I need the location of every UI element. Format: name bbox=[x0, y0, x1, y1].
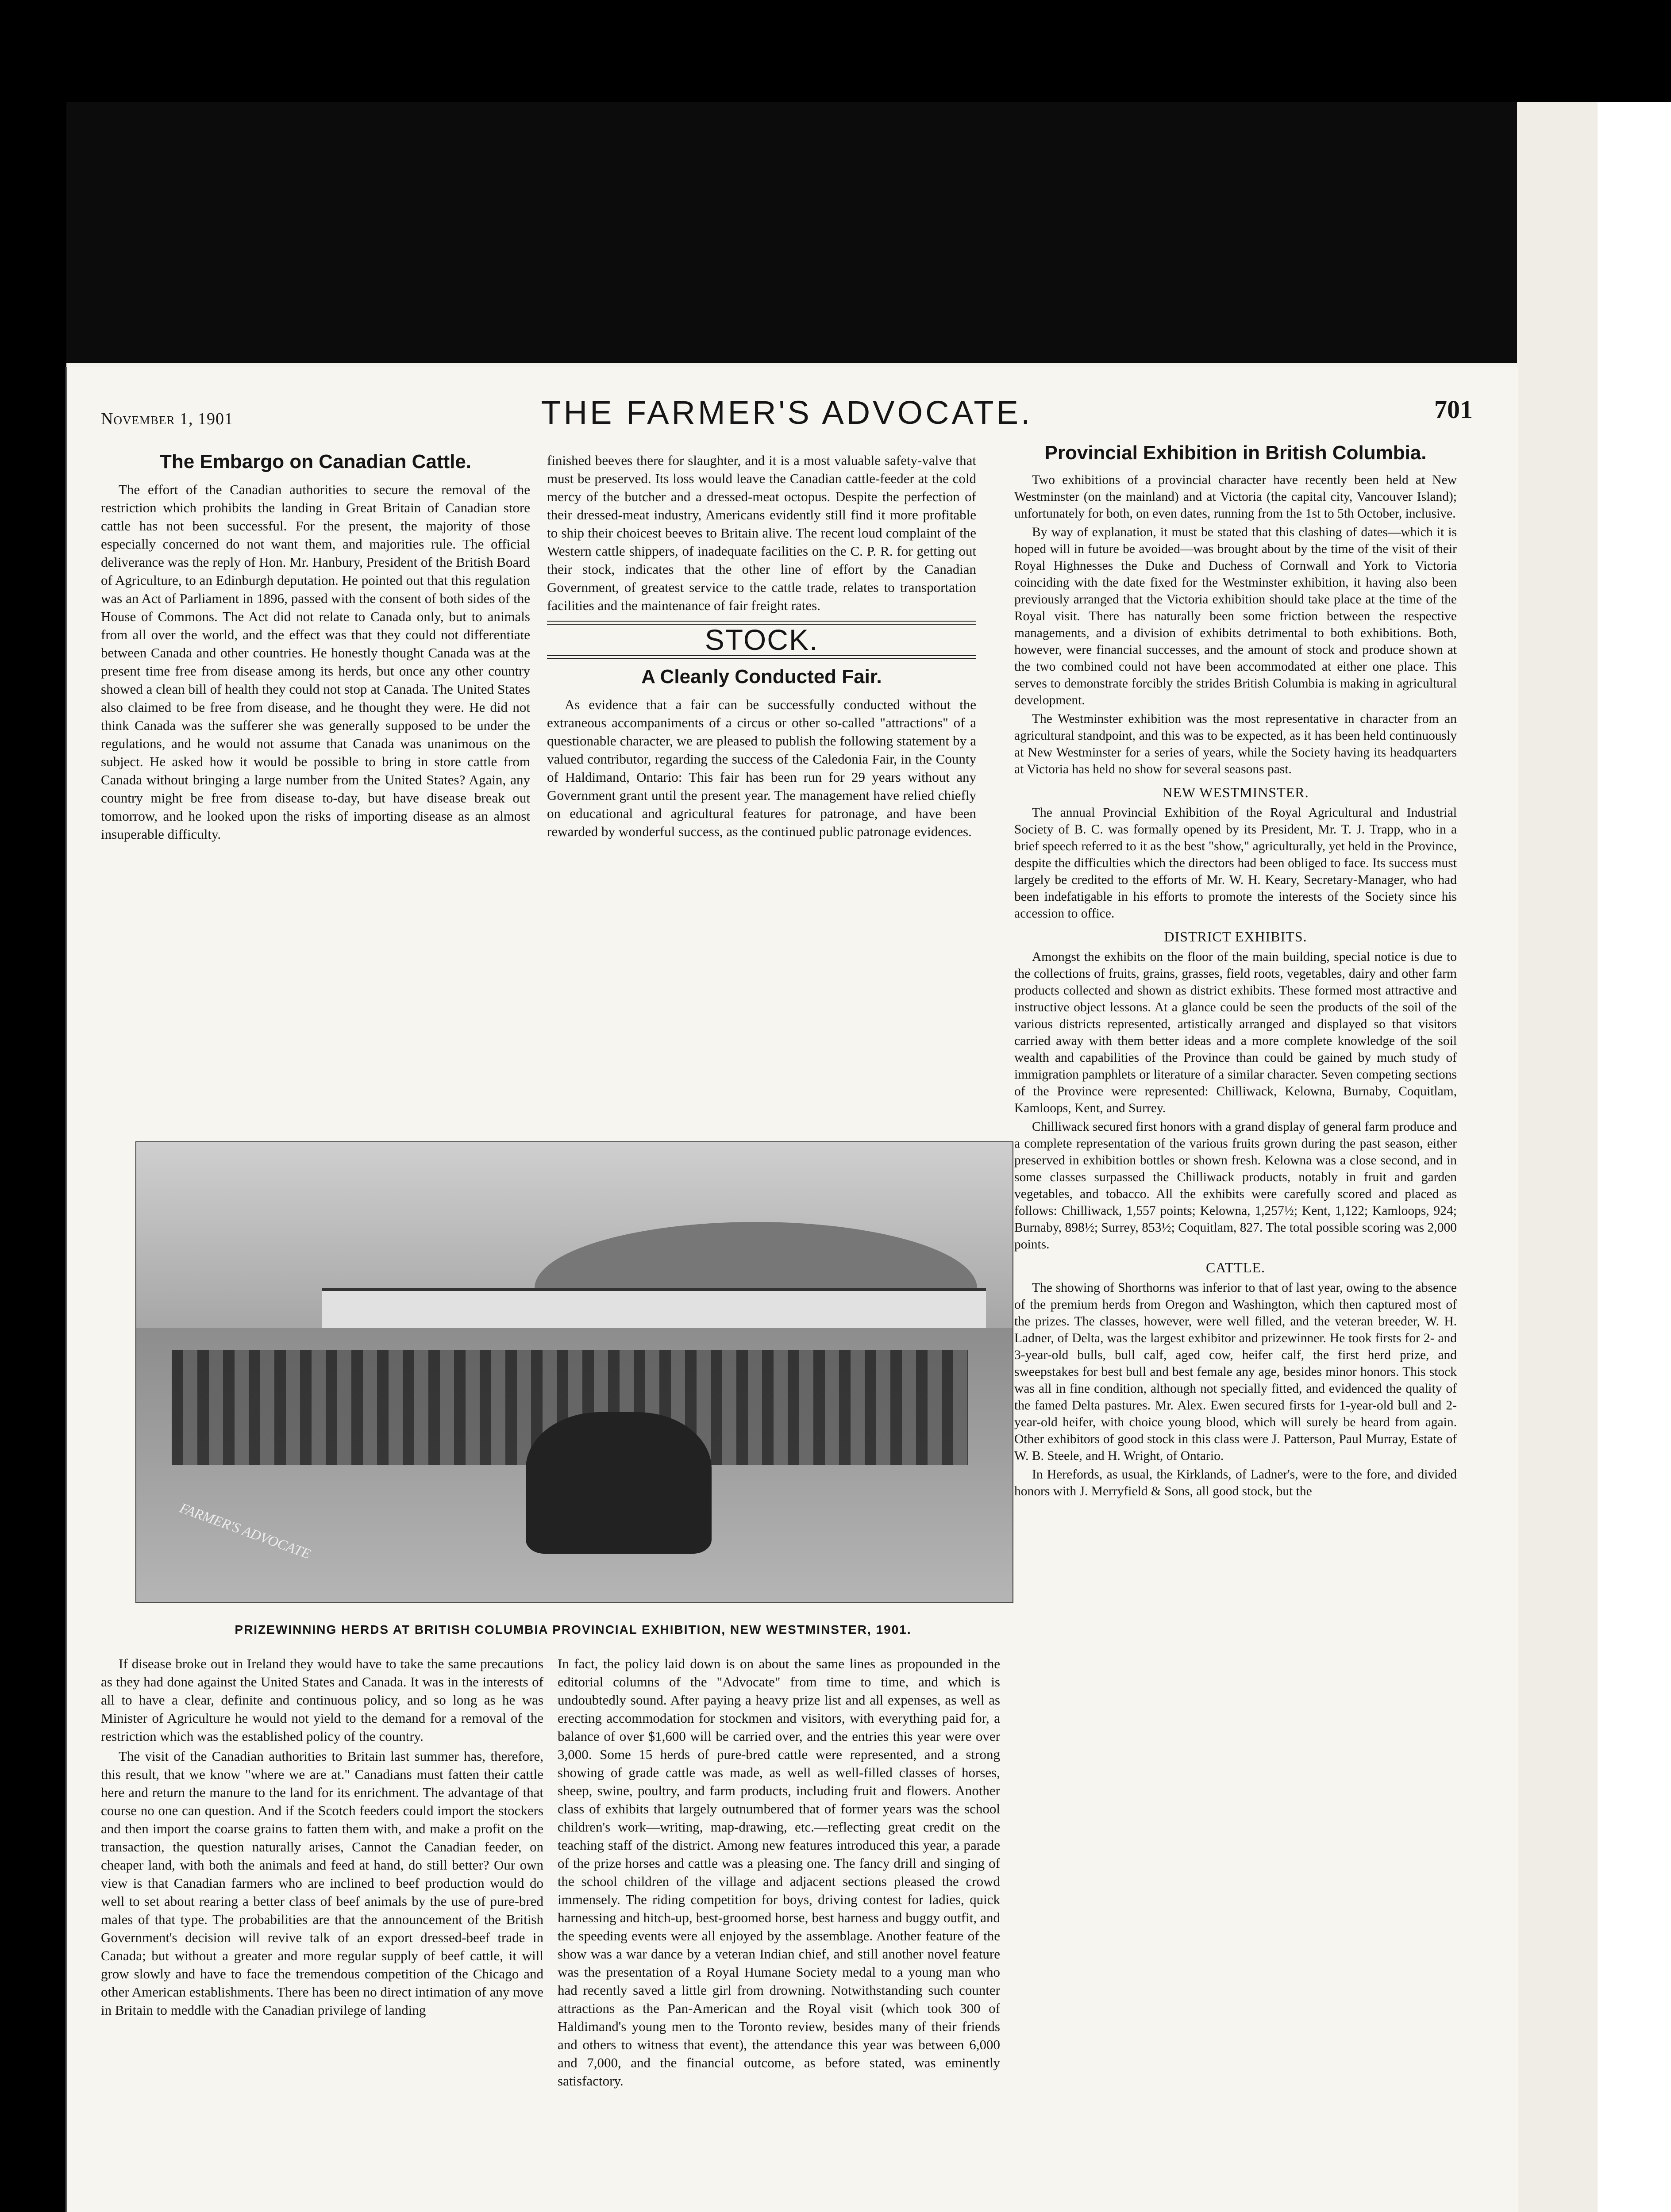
article-paragraph: Amongst the exhibits on the floor of the main building, special notice is due to the collections of fruits, grains, grasses, field roots, vegetables, dairy and other farm products collected and shown as district exhibits. These formed most attractive and instructive object lessons. At a glance could be seen the products of the soil of the various districts represented, artistically arranged and displayed so that visitors carried away with them better ideas and a more complete knowledge of the soil wealth and capabilities of the Province than could be gained by much study of immigration pamphlets or literature of a similar character. Seven competing sections of the Province were represented: Chilliwack, Kelowna, Burnaby, Coquitlam, Kamloops, Kent, and Surrey. bbox=[1014, 950, 1457, 1115]
article-paragraph: Two exhibitions of a provincial character have recently been held at New Westminster (on the mainland) and at Victoria (the capital city, Vancouver Island); unfortunately for both, on even dates, running from the 1st to 5th October, inclusive. bbox=[1014, 473, 1457, 521]
article-fair-end bbox=[558, 1655, 1000, 2092]
issue-date: November 1, 1901 bbox=[101, 410, 233, 428]
photo-caption: PRIZEWINNING HERDS AT BRITISH COLUMBIA PROVINCIAL EXHIBITION, NEW WESTMINSTER, 1901. bbox=[235, 1623, 912, 1636]
article-title-fair: A Cleanly Conducted Fair. bbox=[641, 666, 882, 687]
article-embargo-continued bbox=[547, 451, 976, 842]
article-paragraph: The visit of the Canadian authorities to Britain last summer has, therefore, this result, that we know "where we are at." Canadians must fatten their cattle here and return the manure to the land for its enrichment. The advantage of that course no one can question. And if the Scotch feeders could import the stockers and then import the coarse grains to fatten them with, and make a profit on the transaction, the question naturally arises, Cannot the Canadian feeder, on cheaper land, with both the animals and feed at hand, do still better? Our own view is that Canadian farmers who are inclined to beef production would do well to set about rearing a better class of beef animals by the use of pure-bred males of that type. The probabilities are that the announcement of the British Government's decision will revive talk of an export dressed-beef trade in Canada; but without a greater and more regular supply of beef cattle, it will grow slowly and have to face the tremendous competition of the Chicago and other American establishments. There has been no direct intimation of any move in Britain to meddle with the Canadian privilege of landing bbox=[101, 1748, 543, 2018]
scan-background-top bbox=[0, 0, 1671, 102]
article-embargo-end bbox=[101, 1655, 543, 2021]
article-paragraph: Chilliwack secured first honors with a grand display of general farm produce and a complete representation of the various fruits grown during the past season, either preserved in exhibition bottles or shown fresh. Kelowna was a close second, and in some classes surpassed the Chilliwack products, notably in fruit and garden vegetables, and tobacco. All the exhibits were carefully scored and placed as follows: Chilliwack, 1,557 points; Kelowna, 1,257½; Kent, 1,122; Kamloops, 924; Burnaby, 898½; Surrey, 853½; Coquitlam, 827. The total possible scoring was 2,000 points. bbox=[1014, 1120, 1457, 1252]
photo-crowd-group bbox=[526, 1412, 712, 1554]
article-paragraph: In Herefords, as usual, the Kirklands, of Ladner's, were to the fore, and divided honors with J. Merryfield & Sons, all good stock, but the bbox=[1014, 1467, 1457, 1498]
article-bc-exhibition bbox=[1014, 438, 1457, 1502]
article-title-embargo: The Embargo on Canadian Cattle. bbox=[159, 451, 472, 472]
article-paragraph: The effort of the Canadian authorities to secure the removal of the restriction which prohibits the landing in Great Britain of Canadian store cattle has not been successful. For the present, the majority of those especially concerned do not want them, and majorities rule. The official deliverance was the reply of Hon. Mr. Hanbury, President of the British Board of Agriculture, to an Edinburgh deputation. He pointed out that this regulation was an Act of Parliament in 1896, passed with the consent of both sides of the House of Commons. The Act did not relate to Canada only, but to animals from all over the world, and the effect was that they could not differentiate between Canada and other countries. He honestly thought Canada was at the present time free from disease among its herds, but once any other country showed a clean bill of health they could not stop at Canada. The United States also claimed to be free from disease, and he thought they were. He did not think Canada was the sufferer she was generally supposed to be under the regulations, and he would not assume that Canada was unanimous on the subject. He asked how it would be possible to bring in store cattle from Canada without bringing a large number from the United States? Again, any country might be free from disease to-day, but have disease break out tomorrow, and he looked upon the risks of importing disease as an almost insuperable difficulty. bbox=[101, 482, 530, 842]
subheading-new-westminster: NEW WESTMINSTER. bbox=[1162, 784, 1309, 800]
article-paragraph: By way of explanation, it must be stated that this clashing of dates—which it is hoped will in future be avoided—was brought about by the time of the visit of their Royal Highnesses the Duke and Duchess of Cornwall and York to Victoria coinciding with the date fixed for the Westminster exhibition, it having also been previously arranged that the Victoria exhibition should take place at the time of the Royal visit. There has naturally been some friction between the respective managements, and a division of exhibits detrimental to both exhibitions. Both, however, were financial successes, and the amount of stock and produce shown at the two combined could not have been accommodated at either one place. This serves to demonstrate forcibly the strides British Columbia is making in agricultural development. bbox=[1014, 525, 1457, 707]
scan-dark-band bbox=[66, 102, 1598, 363]
scan-page-edge bbox=[1517, 102, 1598, 2212]
exhibition-photograph bbox=[135, 1141, 1013, 1603]
section-heading-stock: STOCK. bbox=[705, 623, 819, 656]
book-binding bbox=[0, 363, 27, 2212]
article-title-bc: Provincial Exhibition in British Columbia. bbox=[1044, 442, 1427, 464]
article-paragraph: The annual Provincial Exhibition of the Royal Agricultural and Industrial Society of B. C. was formally opened by its President, Mr. T. J. Trapp, who in a brief speech referred to it as the best "show," agriculturally, yet held in the Province, despite the difficulties which the directors had been obliged to face. Its success must largely be credited to the efforts of Mr. W. H. Keary, Secretary-Manager, who had been indefatigable in his efforts to promote the interests of the Society since his accession to office. bbox=[1014, 806, 1457, 921]
subheading-district-exhibits: DISTRICT EXHIBITS. bbox=[1164, 929, 1307, 945]
article-paragraph: If disease broke out in Ireland they would have to take the same precautions as they had done against the United States and Canada. It was in the interests of all to have a clear, definite and continuous policy, and so long as he was Minister of Agriculture he would not yield to the demand for a removal of the restriction which was the established policy of the country. bbox=[101, 1656, 543, 1744]
page-number: 701 bbox=[1434, 395, 1473, 424]
subheading-cattle: CATTLE. bbox=[1205, 1260, 1266, 1275]
article-paragraph: As evidence that a fair can be successfully conducted without the extraneous accompaniments of a circus or other so-called "attractions" of a questionable character, we are pleased to publish the following statement by a valued contributor, regarding the success of the Caledonia Fair, in the County of Haldimand, Ontario: This fair has been run for 29 years without any Government grant until the present year. The management have relied chiefly on educational and agricultural features for patronage, and have been rewarded by wonderful success, as the continued public patronage evidences. bbox=[547, 697, 976, 839]
article-paragraph: finished beeves there for slaughter, and it is a most valuable safety-valve that must be preserved. Its loss would leave the Canadian cattle-feeder at the cold mercy of the butcher and a dressed-meat octopus. Despite the perfection of their dressed-meat industry, Americans evidently still find it more profitable to ship their choicest beeves to Britain alive. The recent loud complaint of the Western cattle shippers, of inadequate facilities on the C. P. R. for getting out their stock, indicates that the other line of effort by the Canadian Government, of greatest service to the cattle trade, relates to transportation facilities and the maintenance of fair freight rates. bbox=[547, 453, 976, 613]
article-paragraph: The showing of Shorthorns was inferior to that of last year, owing to the absence of the premium herds from Oregon and Washington, which then captured most of the prizes. The classes, however, were well filled, and the veteran breeder, W. H. Ladner, of Delta, was the largest exhibitor and prizewinner. He took firsts for 2- and 3-year-old bulls, bull calf, aged cow, heifer calf, the first herd prize, and sweepstakes for best bull and best female any age, besides minor honors. This stock was all in fine condition, although not specially fitted, and evidenced the quality of the famed Delta pastures. Mr. Alex. Ewen secured firsts for 1-year-old bull and 2-year-old heifer, with choice young blood, which will surely be heard from again. Other exhibitors of good stock in this class were J. Patterson, Paul Murray, Estate of W. B. Steele, and H. Wright, of Ontario. bbox=[1014, 1281, 1457, 1463]
masthead: THE FARMER'S ADVOCATE. bbox=[541, 394, 1033, 431]
page-header bbox=[101, 385, 1473, 434]
photo-watermark: FARMER'S ADVOCATE bbox=[177, 1499, 313, 1562]
article-paragraph: In fact, the policy laid down is on about the same lines as propounded in the editorial columns of the "Advocate" from time to time, and which is undoubtedly sound. After paying a heavy prize list and all expenses, as well as erecting accommodation for stockmen and visitors, with everything paid for, a balance of over $1,600 will be carried over, and the entries this year were over 3,000. Some 15 herds of pure-bred cattle were represented, and a strong showing of grade cattle was made, as well as well-filled classes of horses, sheep, swine, poultry, and farm products, including fruit and flowers. Another class of exhibits that largely outnumbered that of former years was the school children's work—writing, map-drawing, etc.—reflecting great credit on the teaching staff of the district. Among new features introduced this year, a parade of the prize horses and cattle was a pleasing one. The fancy drill and singing of the school children of the village and adjacent sections pleased the crowd immensely. The riding competition for boys, driving contest for ladies, quick harnessing and hitch-up, best-groomed horse, best harness and buggy outfit, and the speeding events were all enjoyed by the assemblage. Another feature of the show was a war dance by a veteran Indian chief, and still another novel feature was the presentation of a Royal Humane Society medal to a young man who had recently saved a little girl from drowning. Notwithstanding such counter attractions as the Pan-American and the Royal visit (which took 300 of Haldimand's young men to the Toronto review, besides many of their friends and others to witness that event), the attendance this year was between 6,000 and 7,000, and the financial outcome, as before stated, was eminently satisfactory. bbox=[558, 1656, 1000, 2089]
article-paragraph: The Westminster exhibition was the most representative in character from an agricultural standpoint, and this was to be expected, as it has been held continuously at New Westminster for a series of years, while the Society having its headquarters at Victoria has held no show for several seasons past. bbox=[1014, 712, 1457, 776]
article-embargo bbox=[101, 447, 530, 845]
